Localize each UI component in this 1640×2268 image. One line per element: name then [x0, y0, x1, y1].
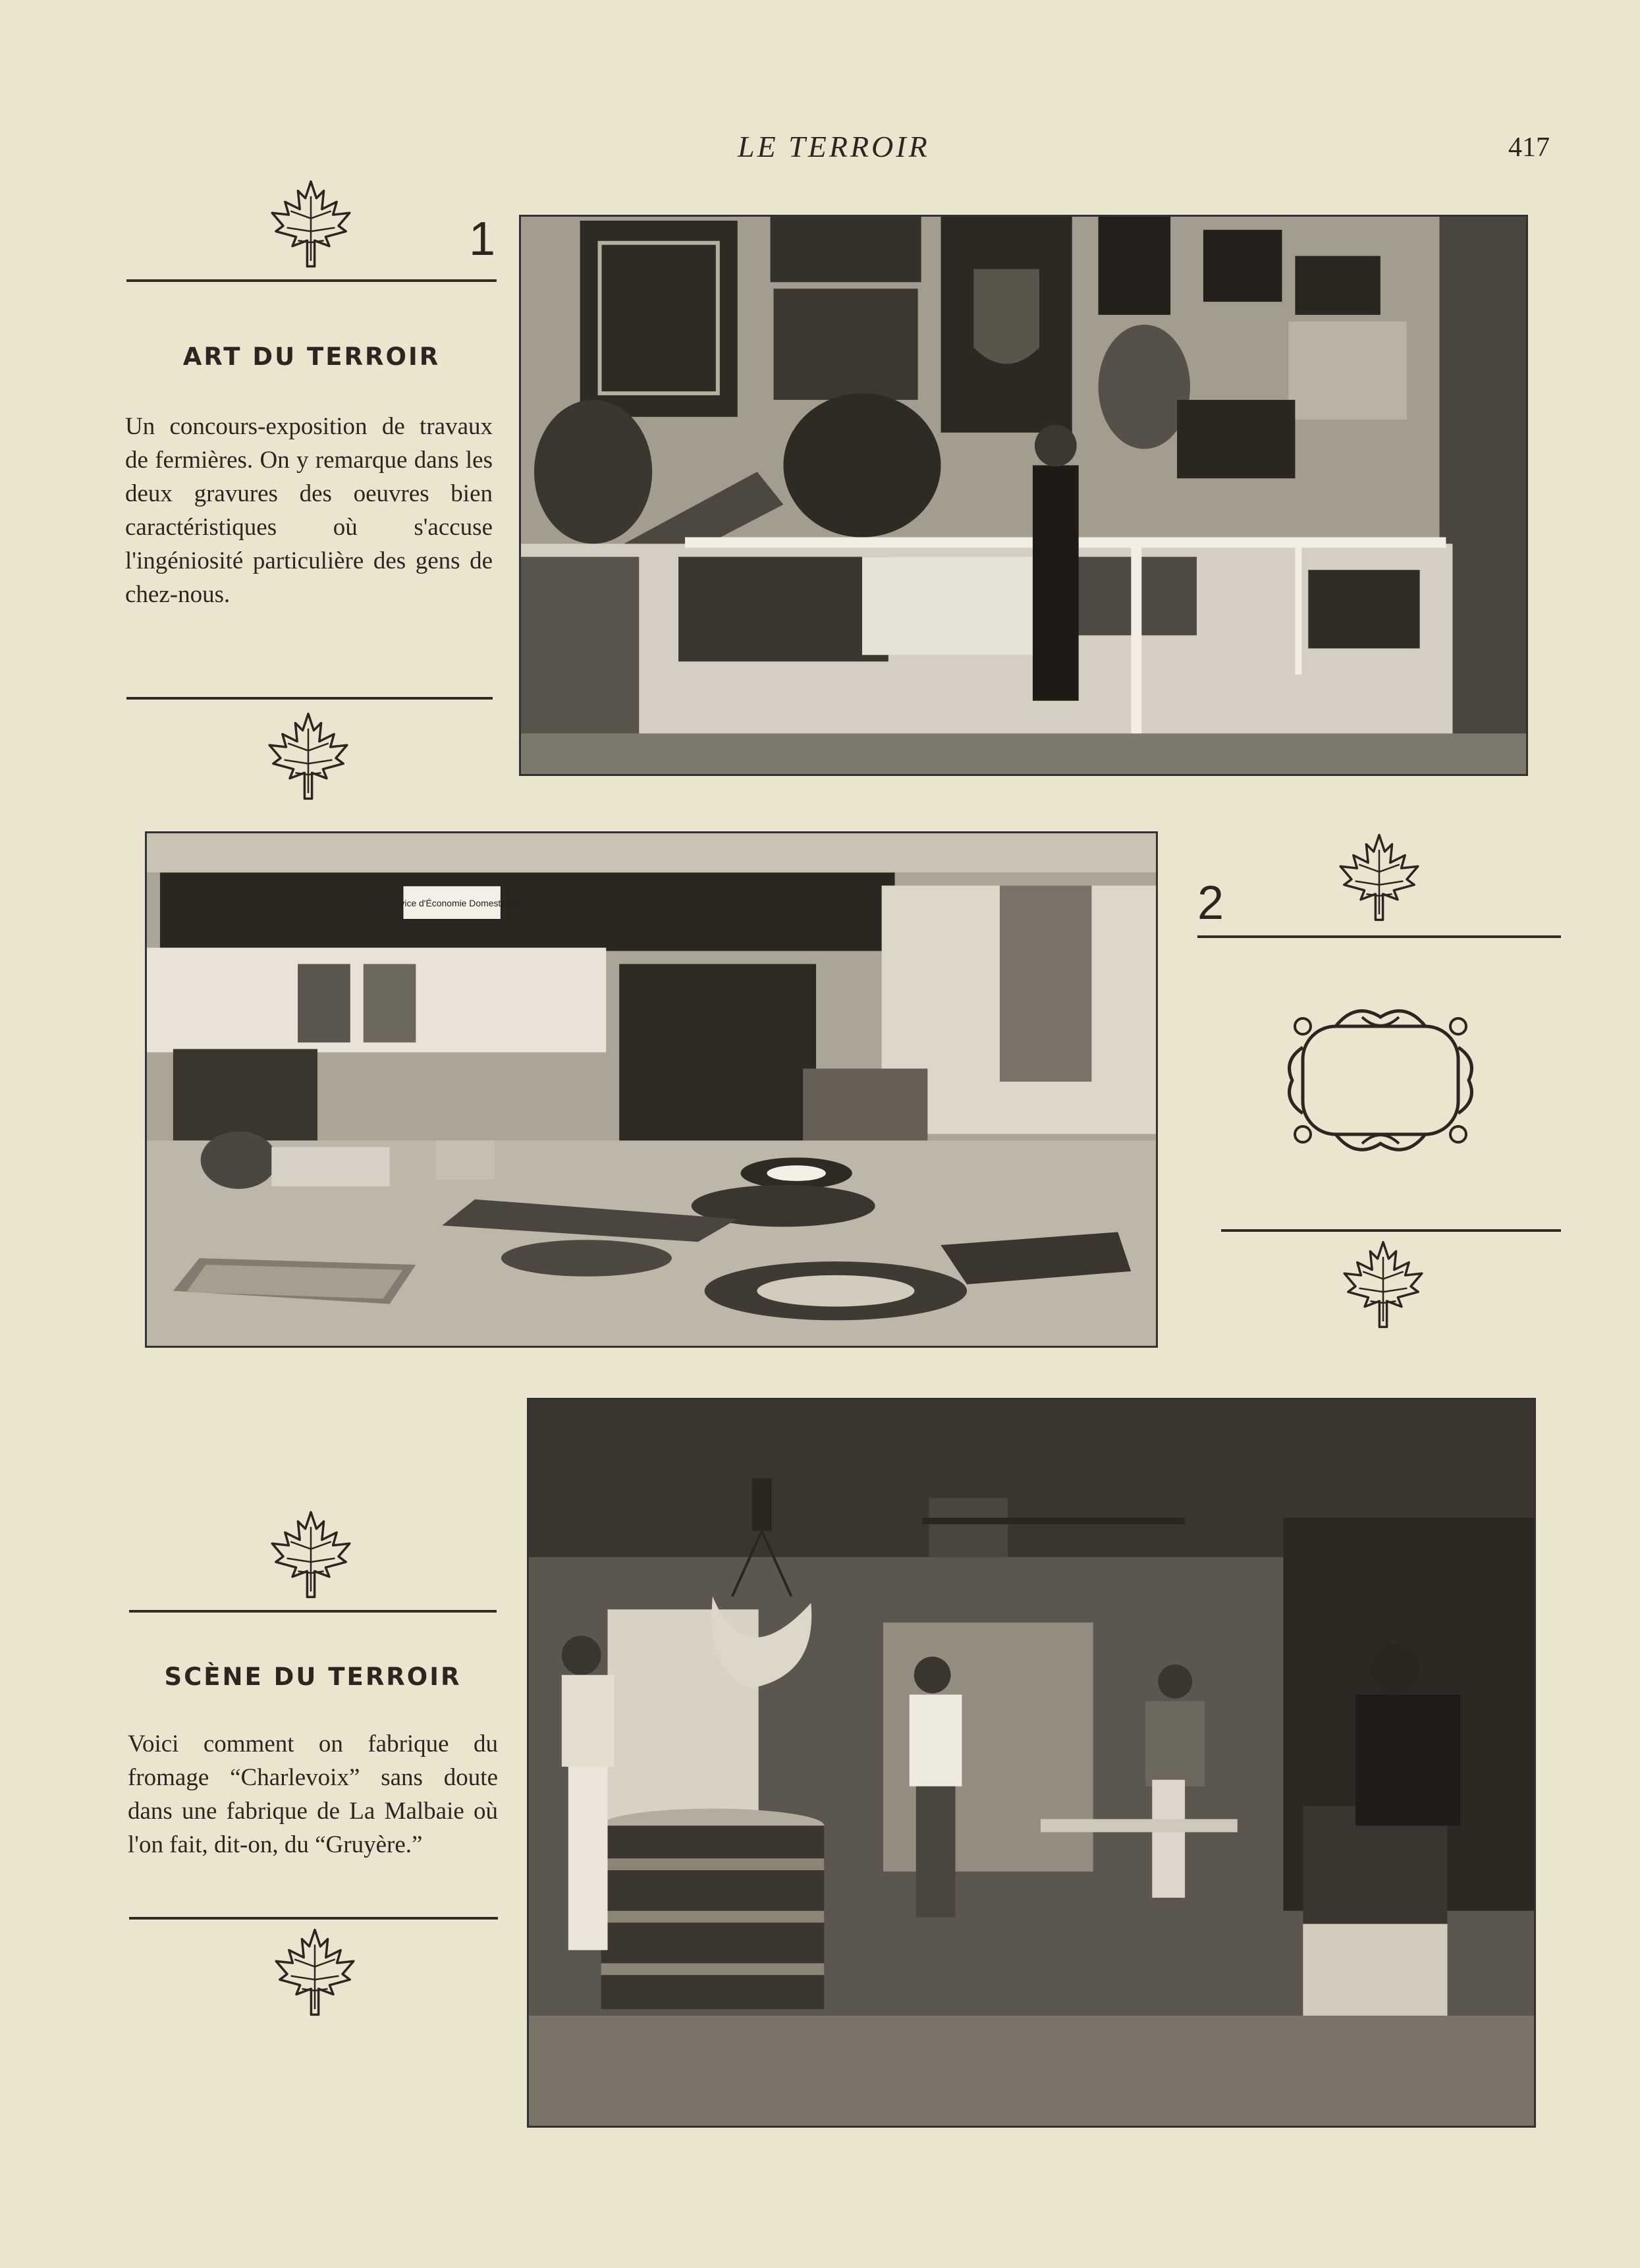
caption-scene-du-terroir: Voici comment on fabrique du fromage “Charlevoix” sans doute dans une fabrique de La Malbaie où l'on fait, dit-on, du “Gruyère.”: [128, 1730, 498, 1858]
maple-leaf-icon: [1333, 831, 1425, 924]
maple-leaf-icon: [1337, 1238, 1429, 1331]
running-title: LE TERROIR: [738, 130, 930, 163]
divider: [129, 1917, 498, 1920]
divider: [1197, 935, 1561, 938]
photo-rug-exhibition: [519, 215, 1528, 776]
photo-textile-exhibition-room: [145, 831, 1158, 1348]
section-heading-art-du-terroir: ART DU TERROIR: [182, 343, 441, 371]
caption-art-du-terroir: Un concours-exposition de travaux de fermières. On y remarque dans les deux gravures des oeuvres bien caractéristiques où s'accuse l'ingéniosité particulière des gens de chez-nous.: [125, 413, 493, 608]
maple-leaf-icon: [269, 1926, 361, 2018]
plate-number-1: 1: [469, 213, 496, 265]
divider: [1221, 1229, 1561, 1232]
divider: [126, 279, 497, 282]
scroll-cartouche-ornament: [1276, 995, 1485, 1166]
maple-leaf-icon: [265, 178, 357, 270]
maple-leaf-icon: [262, 710, 354, 802]
divider: [126, 697, 493, 700]
banner-sign: Service d'Économie Domestique: [385, 898, 518, 909]
divider: [129, 1610, 497, 1613]
plate-number-2: 2: [1197, 877, 1224, 929]
section-heading-scene-du-terroir: SCÈNE DU TERROIR: [164, 1663, 462, 1691]
maple-leaf-icon: [265, 1508, 357, 1601]
photo-cheese-factory: [527, 1398, 1536, 2128]
page-number: 417: [1508, 132, 1550, 163]
